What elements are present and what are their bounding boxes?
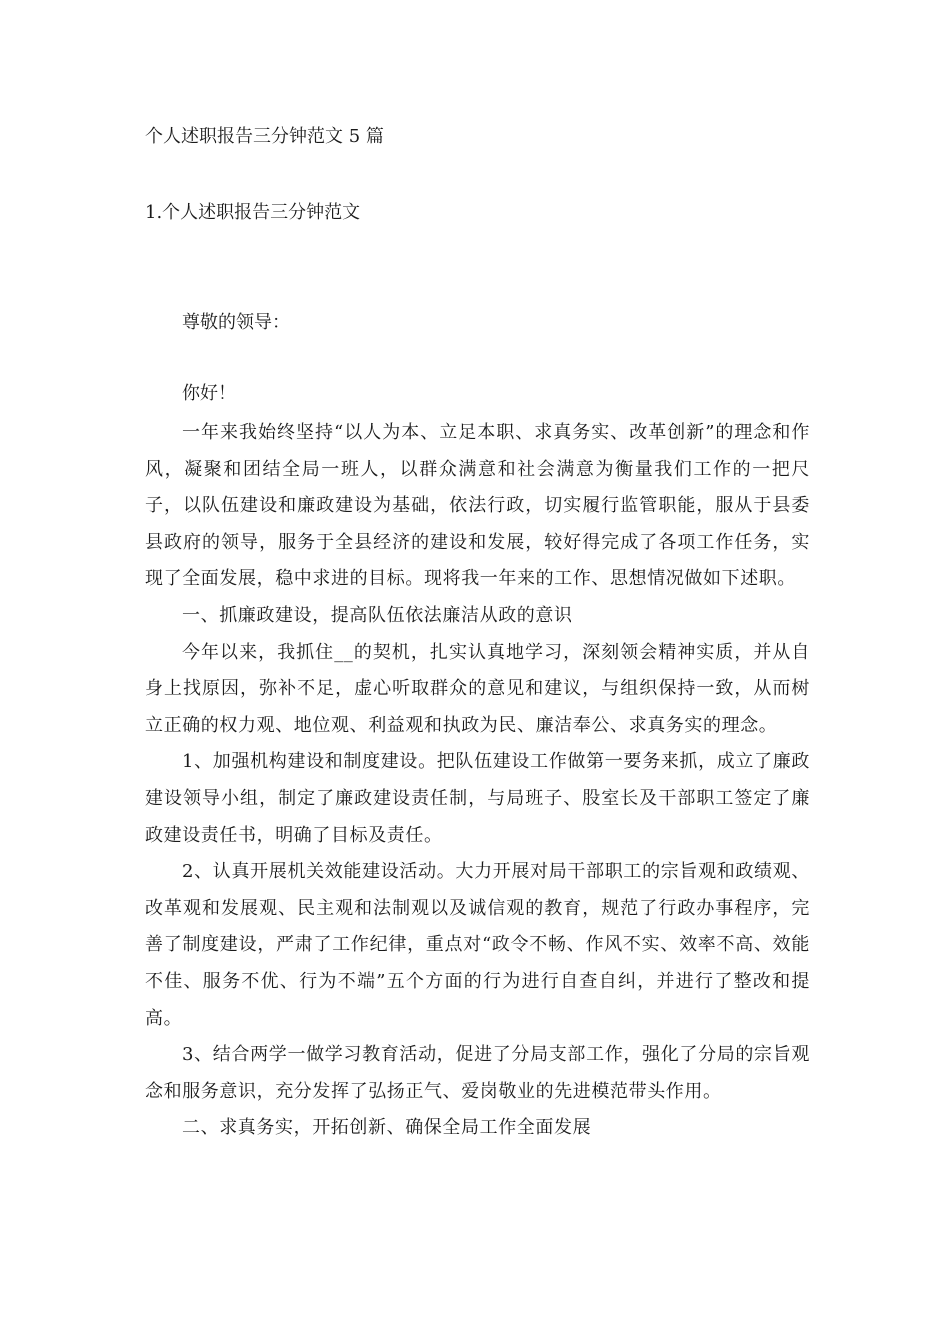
paragraph-intro: 一年来我始终坚持“以人为本、立足本职、求真务实、改革创新”的理念和作风，凝聚和团结全局一班人，以群众满意和社会满意为衡量我们工作的一把尺子，以队伍建设和廉政建设为基础，依法行政，切实履行监管职能，服从于县委县政府的领导，服务于全县经济的建设和发展，较好得完成了各项工作任务，实现了全面发展，稳中求进的目标。现将我一年来的工作、思想情况做如下述职。 — [145, 422, 810, 590]
body-text — [145, 415, 810, 1147]
paragraph-item-2: 2、认真开展机关效能建设活动。大力开展对局干部职工的宗旨观和政绩观、改革观和发展观、民主观和法制观以及诚信观的教育，规范了行政办事程序，完善了制度建设，严肃了工作纪律，重点对“政令不畅、作风不实、效率不高、效能不佳、服务不优、行为不端”五个方面的行为进行自查自纠，并进行了整改和提高。 — [145, 861, 810, 1029]
document-title: 个人述职报告三分钟范文 5 篇 — [145, 126, 384, 147]
greeting: 你好！ — [182, 383, 236, 404]
section-title: 1.个人述职报告三分钟范文 — [145, 202, 361, 223]
heading-part-one: 一、抓廉政建设，提高队伍依法廉洁从政的意识 — [182, 604, 573, 626]
paragraph-item-1: 1、加强机构建设和制度建设。把队伍建设工作做第一要务来抓，成立了廉政建设领导小组，制定了廉政建设责任制，与局班子、股室长及干部职工签定了廉政建设责任书，明确了目标及责任。 — [145, 751, 810, 846]
paragraph-item-3: 3、结合两学一做学习教育活动，促进了分局支部工作，强化了分局的宗旨观念和服务意识，充分发挥了弘扬正气、爱岗敬业的先进模范带头作用。 — [145, 1044, 810, 1102]
paragraph-study: 今年以来，我抓住__的契机，扎实认真地学习，深刻领会精神实质，并从自身上找原因，弥补不足，虚心听取群众的意见和建议，与组织保持一致，从而树立正确的权力观、地位观、利益观和执政为民、廉洁奉公、求真务实的理念。 — [145, 641, 810, 736]
salutation: 尊敬的领导： — [182, 312, 290, 333]
heading-part-two: 二、求真务实，开拓创新、确保全局工作全面发展 — [182, 1117, 592, 1139]
